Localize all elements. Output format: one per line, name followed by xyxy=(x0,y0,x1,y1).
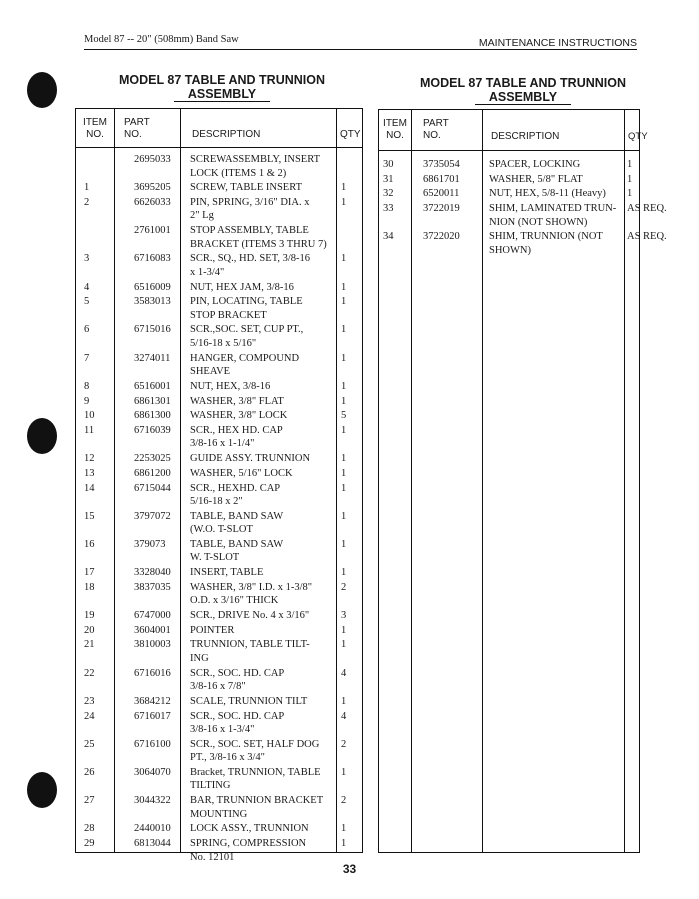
col-divider xyxy=(180,109,181,852)
part-number: 2761001 xyxy=(134,225,171,237)
quantity: AS REQ. xyxy=(627,231,667,243)
col-divider xyxy=(336,109,337,852)
col-divider xyxy=(114,109,115,852)
description-line: HANGER, COMPOUND xyxy=(190,352,300,364)
description-line: WASHER, 3/8" LOCK xyxy=(190,410,288,422)
description-line: WASHER, 3/8" I.D. x 1-3/8" xyxy=(190,581,313,593)
part-number: 6716100 xyxy=(134,738,171,750)
description-line: BRACKET (ITEMS 3 THRU 7) xyxy=(190,238,327,250)
col-divider xyxy=(482,110,483,852)
part-number: 6715016 xyxy=(134,324,171,336)
description-line: SCR., SOC. SET, HALF DOG xyxy=(190,738,320,750)
description-line: SCREW, TABLE INSERT xyxy=(190,182,302,194)
part-number: 6861200 xyxy=(134,467,171,479)
part-number: 6861300 xyxy=(134,410,171,422)
item-number: 2 xyxy=(84,196,90,208)
description-line: SCR., SQ., HD. SET, 3/8-16 xyxy=(190,253,310,265)
quantity: 5 xyxy=(341,410,347,422)
item-number: 18 xyxy=(84,581,95,593)
right-table-title xyxy=(413,76,633,105)
item-number: 33 xyxy=(383,203,394,215)
quantity: 1 xyxy=(341,823,347,835)
description-line: No. 12101 xyxy=(190,851,235,863)
parts-table-left xyxy=(75,108,363,863)
part-number: 6747000 xyxy=(134,610,171,621)
binder-hole xyxy=(27,418,57,454)
item-number: 23 xyxy=(84,695,95,707)
quantity: 1 xyxy=(341,395,347,407)
description-line: BAR, TRUNNION BRACKET xyxy=(190,795,324,807)
description-line: TABLE, BAND SAW xyxy=(190,538,284,550)
item-number: 12 xyxy=(84,453,95,465)
part-number: 3328040 xyxy=(134,567,171,579)
description-line: SCREWASSEMBLY, INSERT xyxy=(190,154,320,165)
quantity: 2 xyxy=(341,795,347,807)
quantity: AS REQ. xyxy=(627,203,667,215)
quantity: 1 xyxy=(341,182,347,194)
item-number: 7 xyxy=(84,352,90,364)
description-line: LOCK ASSY., TRUNNION xyxy=(190,823,309,835)
quantity: 4 xyxy=(341,667,347,679)
quantity: 1 xyxy=(627,159,633,170)
header-rule xyxy=(84,49,637,50)
item-number: 3 xyxy=(84,253,90,265)
binder-hole xyxy=(27,72,57,108)
quantity: 1 xyxy=(341,424,347,436)
description-line: NUT, HEX, 3/8-16 xyxy=(190,380,271,392)
header-model: Model 87 -- 20" (508mm) Band Saw xyxy=(84,34,239,45)
part-number: 3064070 xyxy=(134,766,171,778)
binder-hole xyxy=(27,772,57,808)
item-number: 9 xyxy=(84,395,90,407)
col-divider xyxy=(411,110,412,852)
description-line: SCR., HEX HD. CAP xyxy=(190,424,283,436)
left-table-title xyxy=(112,73,332,102)
description-line: TRUNNION, TABLE TILT- xyxy=(190,639,310,651)
part-number: 6716016 xyxy=(134,667,171,679)
quantity: 4 xyxy=(341,710,347,722)
quantity: 1 xyxy=(341,324,347,336)
part-number: 6716083 xyxy=(134,253,171,265)
quantity: 1 xyxy=(341,695,347,707)
description-line: 5/16-18 x 5/16" xyxy=(190,337,257,349)
part-number: 6716039 xyxy=(134,424,171,436)
part-number: 6626033 xyxy=(134,196,171,208)
item-number: 4 xyxy=(84,281,90,293)
left-title-line2: ASSEMBLY xyxy=(174,87,270,102)
item-number: 13 xyxy=(84,467,95,479)
item-number: 22 xyxy=(84,667,95,679)
quantity: 1 xyxy=(627,173,633,185)
col-divider xyxy=(624,110,625,852)
description-line: WASHER, 5/16" LOCK xyxy=(190,467,293,479)
item-number: 6 xyxy=(84,324,90,336)
description-line: PIN, SPRING, 3/16" DIA. x xyxy=(190,196,310,208)
col-header-qty: QTY xyxy=(628,131,648,142)
right-title-line1: MODEL 87 TABLE AND TRUNNION xyxy=(419,76,627,90)
item-number: 5 xyxy=(84,296,90,308)
col-header-description: DESCRIPTION xyxy=(491,131,560,142)
part-number: 3604001 xyxy=(134,624,171,636)
description-line: STOP BRACKET xyxy=(190,309,267,321)
quantity: 1 xyxy=(341,482,347,494)
description-line: SHOWN) xyxy=(489,244,531,256)
description-line: PT., 3/8-16 x 3/4" xyxy=(190,752,265,764)
item-number: 10 xyxy=(84,410,95,422)
part-number: 3797072 xyxy=(134,510,171,522)
description-line: SHIM, TRUNNION (NOT xyxy=(489,231,603,243)
col-header-item: ITEM NO. xyxy=(383,118,407,141)
description-line: SCR., SOC. HD. CAP xyxy=(190,710,285,722)
description-line: STOP ASSEMBLY, TABLE xyxy=(190,225,309,237)
right-title-line2: ASSEMBLY xyxy=(475,90,571,105)
item-number: 31 xyxy=(383,173,394,185)
quantity: 1 xyxy=(341,281,347,293)
description-line: POINTER xyxy=(190,624,235,636)
item-number: 34 xyxy=(383,231,394,243)
quantity: 1 xyxy=(341,838,347,849)
item-number: 8 xyxy=(84,380,90,392)
part-number: 2440010 xyxy=(134,823,171,835)
quantity: 3 xyxy=(341,610,347,621)
part-number: 3810003 xyxy=(134,639,171,651)
item-number: 32 xyxy=(383,188,394,200)
part-number: 3583013 xyxy=(134,296,171,308)
part-number: 6516009 xyxy=(134,281,171,293)
page-number: 33 xyxy=(342,862,357,876)
description-line: W. T-SLOT xyxy=(190,552,240,564)
item-number: 21 xyxy=(84,639,95,651)
quantity: 1 xyxy=(341,567,347,579)
item-number: 16 xyxy=(84,538,95,550)
item-number: 24 xyxy=(84,710,95,722)
description-line: SPACER, LOCKING xyxy=(489,159,581,170)
description-line: INSERT, TABLE xyxy=(190,567,264,579)
description-line: TILTING xyxy=(190,780,231,792)
parts-table-right xyxy=(378,109,667,853)
description-line: NUT, HEX JAM, 3/8-16 xyxy=(190,281,294,293)
description-line: NUT, HEX, 5/8-11 (Heavy) xyxy=(489,188,606,200)
description-line: SHEAVE xyxy=(190,366,231,378)
part-number: 6861301 xyxy=(134,395,171,407)
header-section: MAINTENANCE INSTRUCTIONS xyxy=(478,37,637,49)
description-line: 5/16-18 x 2" xyxy=(190,496,243,507)
col-header-qty: QTY xyxy=(340,129,361,140)
quantity: 1 xyxy=(341,380,347,392)
description-line: 3/8-16 x 7/8" xyxy=(190,681,246,693)
item-number: 1 xyxy=(84,182,90,194)
quantity: 1 xyxy=(341,253,347,265)
item-number: 30 xyxy=(383,159,394,170)
description-line: SCR., SOC. HD. CAP xyxy=(190,667,285,679)
part-number: 379073 xyxy=(134,538,166,550)
part-number: 6520011 xyxy=(423,188,460,200)
part-number: 3837035 xyxy=(134,581,171,593)
description-line: O.D. x 3/16" THICK xyxy=(190,595,279,607)
quantity: 1 xyxy=(341,352,347,364)
quantity: 1 xyxy=(341,766,347,778)
description-line: (W.O. T-SLOT xyxy=(190,524,253,536)
part-number: 6716017 xyxy=(134,710,171,722)
description-line: NION (NOT SHOWN) xyxy=(489,216,588,228)
quantity: 1 xyxy=(341,538,347,550)
col-header-item: ITEM NO. xyxy=(83,117,107,140)
quantity: 1 xyxy=(341,467,347,479)
part-number: 3695205 xyxy=(134,182,171,194)
description-line: SCR.,SOC. SET, CUP PT., xyxy=(190,324,304,336)
quantity: 2 xyxy=(341,738,347,750)
part-number: 2253025 xyxy=(134,453,171,465)
item-number: 15 xyxy=(84,510,95,522)
quantity: 1 xyxy=(341,624,347,636)
quantity: 1 xyxy=(341,453,347,465)
header-divider xyxy=(379,150,639,151)
part-number: 3735054 xyxy=(423,159,460,170)
item-number: 19 xyxy=(84,610,95,621)
item-number: 29 xyxy=(84,838,95,849)
quantity: 1 xyxy=(341,296,347,308)
description-line: WASHER, 3/8" FLAT xyxy=(190,395,284,407)
left-title-line1: MODEL 87 TABLE AND TRUNNION xyxy=(118,73,326,87)
part-number: 6715044 xyxy=(134,482,171,494)
item-number: 28 xyxy=(84,823,95,835)
quantity: 1 xyxy=(627,188,633,200)
quantity: 1 xyxy=(341,510,347,522)
description-line: x 1-3/4" xyxy=(190,266,225,278)
description-line: SHIM, LAMINATED TRUN- xyxy=(489,203,617,215)
description-line: 3/8-16 x 1-1/4" xyxy=(190,438,255,450)
item-number: 11 xyxy=(84,424,95,436)
item-number: 14 xyxy=(84,482,95,494)
col-header-part: PART NO. xyxy=(423,118,449,141)
description-line: SCALE, TRUNNION TILT xyxy=(190,695,308,707)
col-header-description: DESCRIPTION xyxy=(192,129,261,140)
quantity: 1 xyxy=(341,639,347,651)
description-line: PIN, LOCATING, TABLE xyxy=(190,296,303,308)
part-number: 2695033 xyxy=(134,154,171,165)
description-line: 2" Lg xyxy=(190,210,214,222)
description-line: WASHER, 5/8" FLAT xyxy=(489,173,583,185)
description-line: SCR., DRIVE No. 4 x 3/16" xyxy=(190,610,310,621)
part-number: 3274011 xyxy=(134,352,171,364)
description-line: Bracket, TRUNNION, TABLE xyxy=(190,766,321,778)
quantity: 2 xyxy=(341,581,347,593)
part-number: 3722020 xyxy=(423,231,460,243)
header-divider xyxy=(76,147,362,148)
description-line: SCR., HEXHD. CAP xyxy=(190,482,281,494)
part-number: 3722019 xyxy=(423,203,460,215)
item-number: 25 xyxy=(84,738,95,750)
description-line: MOUNTING xyxy=(190,808,248,820)
part-number: 6516001 xyxy=(134,380,171,392)
part-number: 6861701 xyxy=(423,173,460,185)
part-number: 6813044 xyxy=(134,838,171,849)
description-line: ING xyxy=(190,652,209,664)
item-number: 20 xyxy=(84,624,95,636)
description-line: SPRING, COMPRESSION xyxy=(190,838,307,849)
part-number: 3044322 xyxy=(134,795,171,807)
item-number: 17 xyxy=(84,567,95,579)
item-number: 26 xyxy=(84,766,95,778)
description-line: LOCK (ITEMS 1 & 2) xyxy=(190,167,287,179)
col-header-part: PART NO. xyxy=(124,117,150,140)
description-line: 3/8-16 x 1-3/4" xyxy=(190,724,255,735)
part-number: 3684212 xyxy=(134,695,171,707)
description-line: GUIDE ASSY. TRUNNION xyxy=(190,453,311,465)
quantity: 1 xyxy=(341,196,347,208)
item-number: 27 xyxy=(84,795,95,807)
description-line: TABLE, BAND SAW xyxy=(190,510,284,522)
